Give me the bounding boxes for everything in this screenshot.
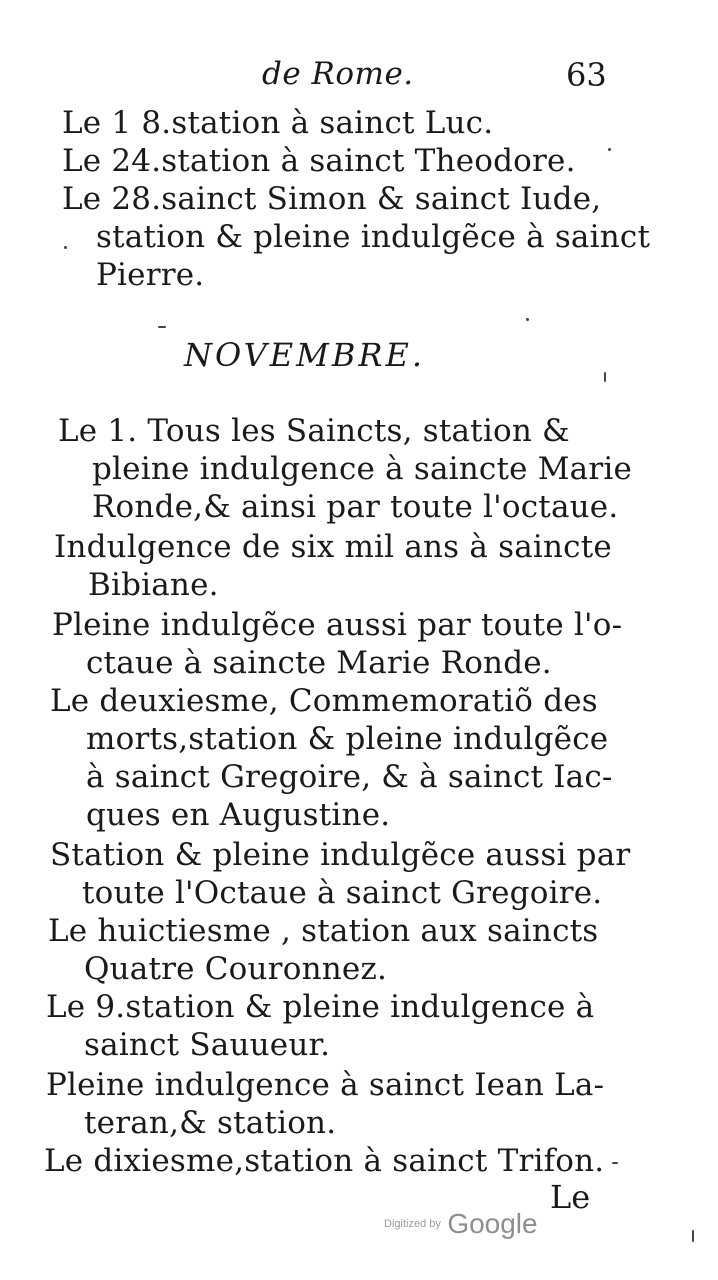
text-line: Bibiane. [88, 567, 219, 603]
text-line: à sainct Gregoire, & à sainct Iac- [86, 759, 613, 795]
scan-speck [64, 246, 67, 249]
scan-speck [608, 148, 611, 151]
text-line: Le huictiesme , station aux saincts [48, 913, 599, 949]
text-line: Station & pleine indulgẽce aussi par [50, 837, 631, 873]
text-line: Pleine indulgẽce aussi par toute l'o- [52, 607, 623, 643]
text-line: sainct Sauueur. [84, 1027, 331, 1063]
text-line: Le 9.station & pleine indulgence à [46, 989, 595, 1025]
text-line: Indulgence de six mil ans à saincte [54, 529, 612, 565]
text-line: teran,& station. [84, 1105, 337, 1141]
text-line: morts,station & pleine indulgẽce [86, 721, 609, 757]
scan-speck [612, 1162, 618, 1164]
text-line: Pleine indulgence à sainct Iean La- [46, 1067, 605, 1103]
text-line: station & pleine indulgẽce à sainct [96, 219, 651, 255]
text-line: Ronde,& ainsi par toute l'octaue. [92, 489, 619, 525]
section-heading: NOVEMBRE. [184, 336, 426, 374]
text-line: Le dixiesme,station à sainct Trifon. [44, 1143, 605, 1179]
text-line: Quatre Couronnez. [84, 951, 388, 987]
page-header [0, 56, 718, 96]
digitization-mark [384, 1208, 538, 1240]
text-line: Le deuxiesme, Commemoratiõ des [50, 683, 598, 719]
text-line: toute l'Octaue à sainct Gregoire. [82, 875, 603, 911]
text-line: ques en Augustine. [86, 797, 391, 833]
text-line: ctaue à saincte Marie Ronde. [86, 645, 552, 681]
text-line: Le 1. Tous les Saincts, station & [58, 413, 570, 449]
digitized-by-label: Digitized by [384, 1218, 441, 1230]
scan-speck [526, 318, 529, 321]
text-line: Pierre. [96, 257, 205, 293]
text-line: Le 1 8.station à sainct Luc. [62, 105, 494, 141]
running-head: de Rome. [262, 56, 414, 92]
text-line: Le 24.station à sainct Theodore. [62, 143, 576, 179]
google-logo: Google [447, 1208, 538, 1239]
scan-speck [604, 372, 606, 382]
scan-speck [692, 1230, 694, 1242]
catchword: Le [550, 1178, 591, 1216]
text-line: pleine indulgence à saincte Marie [92, 451, 633, 487]
scan-speck [158, 326, 166, 328]
page-number: 63 [566, 56, 607, 94]
text-line: Le 28.sainct Simon & sainct Iude, [62, 181, 602, 217]
